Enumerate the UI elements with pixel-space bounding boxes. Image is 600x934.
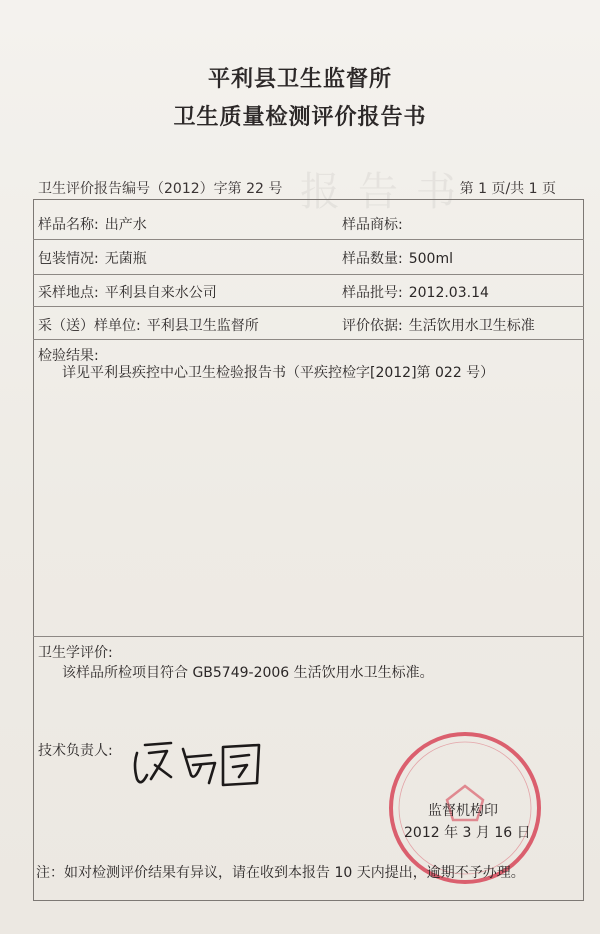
handwritten-signature <box>131 735 271 791</box>
sampling-location-value: 平利县自来水公司 <box>104 285 217 301</box>
results-label: 检验结果: <box>38 348 99 364</box>
page-info: 第 1 页/共 1 页 <box>459 181 556 197</box>
row-divider <box>33 339 584 340</box>
packaging-label: 包装情况: <box>38 251 99 267</box>
sample-name-field <box>38 214 147 234</box>
evaluation-basis-label: 评价依据: <box>342 318 403 334</box>
agency-seal-label: 监督机构印 <box>428 803 498 819</box>
footer-note: 注：如对检测评价结果有异议，请在收到本报告 10 天内提出，逾期不予办理。 <box>36 865 525 881</box>
tech-lead-label: 技术负责人: <box>38 743 113 759</box>
batch-number-label: 样品批号: <box>342 285 403 301</box>
row-divider <box>33 274 584 275</box>
sample-name-value: 出产水 <box>104 217 147 233</box>
evaluation-basis-value: 生活饮用水卫生标准 <box>408 318 535 334</box>
sample-name-label: 样品名称: <box>38 217 99 233</box>
row-divider <box>33 306 584 307</box>
submitting-unit-label: 采（送）样单位: <box>38 318 141 334</box>
sample-brand-field <box>342 214 409 234</box>
doc-title: 卫生质量检测评价报告书 <box>173 105 427 130</box>
batch-number-value: 2012.03.14 <box>408 285 489 301</box>
evaluation-label: 卫生学评价: <box>38 645 113 661</box>
submitting-unit-field <box>38 315 259 335</box>
packaging-field <box>38 248 147 268</box>
row-divider <box>33 239 584 240</box>
org-title: 平利县卫生监督所 <box>207 67 392 92</box>
sample-quantity-label: 样品数量: <box>342 251 403 267</box>
batch-number-field <box>342 282 489 302</box>
sample-quantity-value: 500ml <box>408 251 453 267</box>
evaluation-basis-field <box>342 315 535 335</box>
evaluation-text: 该样品所检项目符合 GB5749-2006 生活饮用水卫生标准。 <box>62 665 434 681</box>
sampling-location-label: 采样地点: <box>38 285 99 301</box>
sample-quantity-field <box>342 248 453 268</box>
submitting-unit-value: 平利县卫生监督所 <box>146 318 259 334</box>
sampling-location-field <box>38 282 217 302</box>
sample-brand-label: 样品商标: <box>342 217 403 233</box>
row-divider <box>33 636 584 637</box>
packaging-value: 无菌瓶 <box>104 251 147 267</box>
report-number: 卫生评价报告编号（2012）字第 22 号 <box>38 181 283 197</box>
issue-date: 2012 年 3 月 16 日 <box>404 825 531 841</box>
results-text: 详见平利县疾控中心卫生检验报告书（平疾控检字[2012]第 022 号） <box>62 365 495 381</box>
